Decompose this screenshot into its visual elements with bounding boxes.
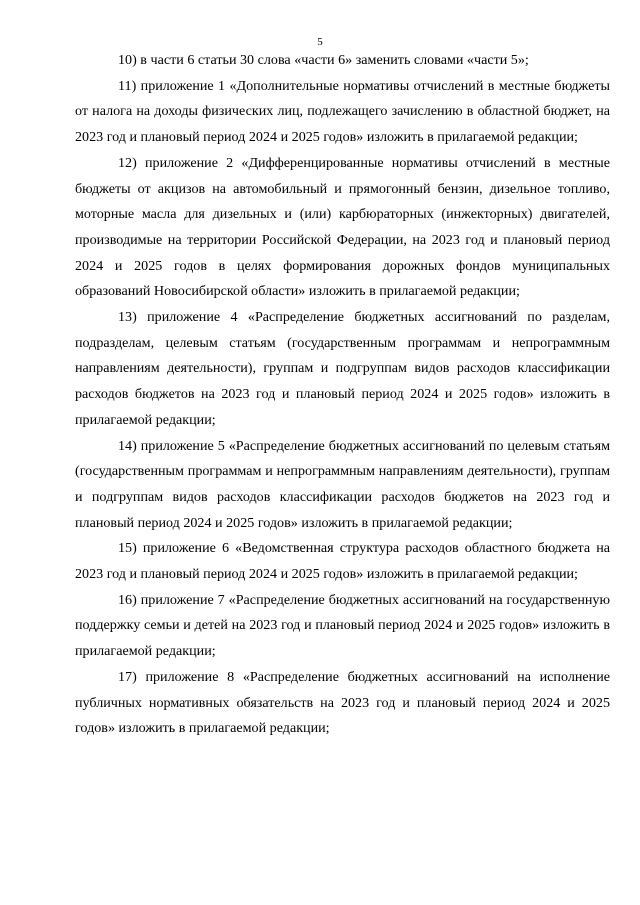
paragraph-item-12: 12) приложение 2 «Дифференцированные нормативы отчислений в местные бюджеты от акцизов на автомобильный и прямогонный бензин, дизельное топливо, моторные масла для дизельных и (или) карбюраторных (инжекторных) двигателей, производимые на территории Российской Федерации, на 2023 год и плановый период 2024 и 2025 годов в целях формирования дорожных фондов муниципальных образований Новосибирской области» изложить в прилагаемой редакции;	[75, 154, 610, 300]
paragraph-item-17: 17) приложение 8 «Распределение бюджетных ассигнований на исполнение публичных нормативных обязательств на 2023 год и плановый период 2024 и 2025 годов» изложить в прилагаемой редакции;	[75, 668, 610, 737]
paragraph-item-15: 15) приложение 6 «Ведомственная структура расходов областного бюджета на 2023 год и плановый период 2024 и 2025 годов» изложить в прилагаемой редакции;	[75, 540, 610, 583]
paragraph-item-16: 16) приложение 7 «Распределение бюджетных ассигнований на государственную поддержку семьи и детей на 2023 год и плановый период 2024 и 2025 годов» изложить в прилагаемой редакции;	[75, 591, 610, 660]
page-number: 5	[317, 36, 323, 48]
paragraph-item-11: 11) приложение 1 «Дополнительные нормативы отчислений в местные бюджеты от налога на доходы физических лиц, подлежащего зачислению в областной бюджет, на 2023 год и плановый период 2024 и 2025 годов» изложить в прилагаемой редакции;	[75, 77, 610, 146]
paragraph-item-13: 13) приложение 4 «Распределение бюджетных ассигнований по разделам, подразделам, целевым статьям (государственным программам и непрограммным направлениям деятельности), группам и подгруппам видов расходов классификации расходов бюджетов на 2023 год и плановый период 2024 и 2025 годов» изложить в прилагаемой редакции;	[75, 309, 610, 428]
document-body	[75, 48, 610, 742]
paragraph-item-14: 14) приложение 5 «Распределение бюджетных ассигнований по целевым статьям (государственным программам и непрограммным направлениям деятельности), группам и подгруппам видов расходов классификации расходов бюджетов на 2023 год и плановый период 2024 и 2025 годов» изложить в прилагаемой редакции;	[75, 437, 610, 531]
paragraph-item-10: 10) в части 6 статьи 30 слова «части 6» заменить словами «части 5»;	[118, 52, 529, 68]
